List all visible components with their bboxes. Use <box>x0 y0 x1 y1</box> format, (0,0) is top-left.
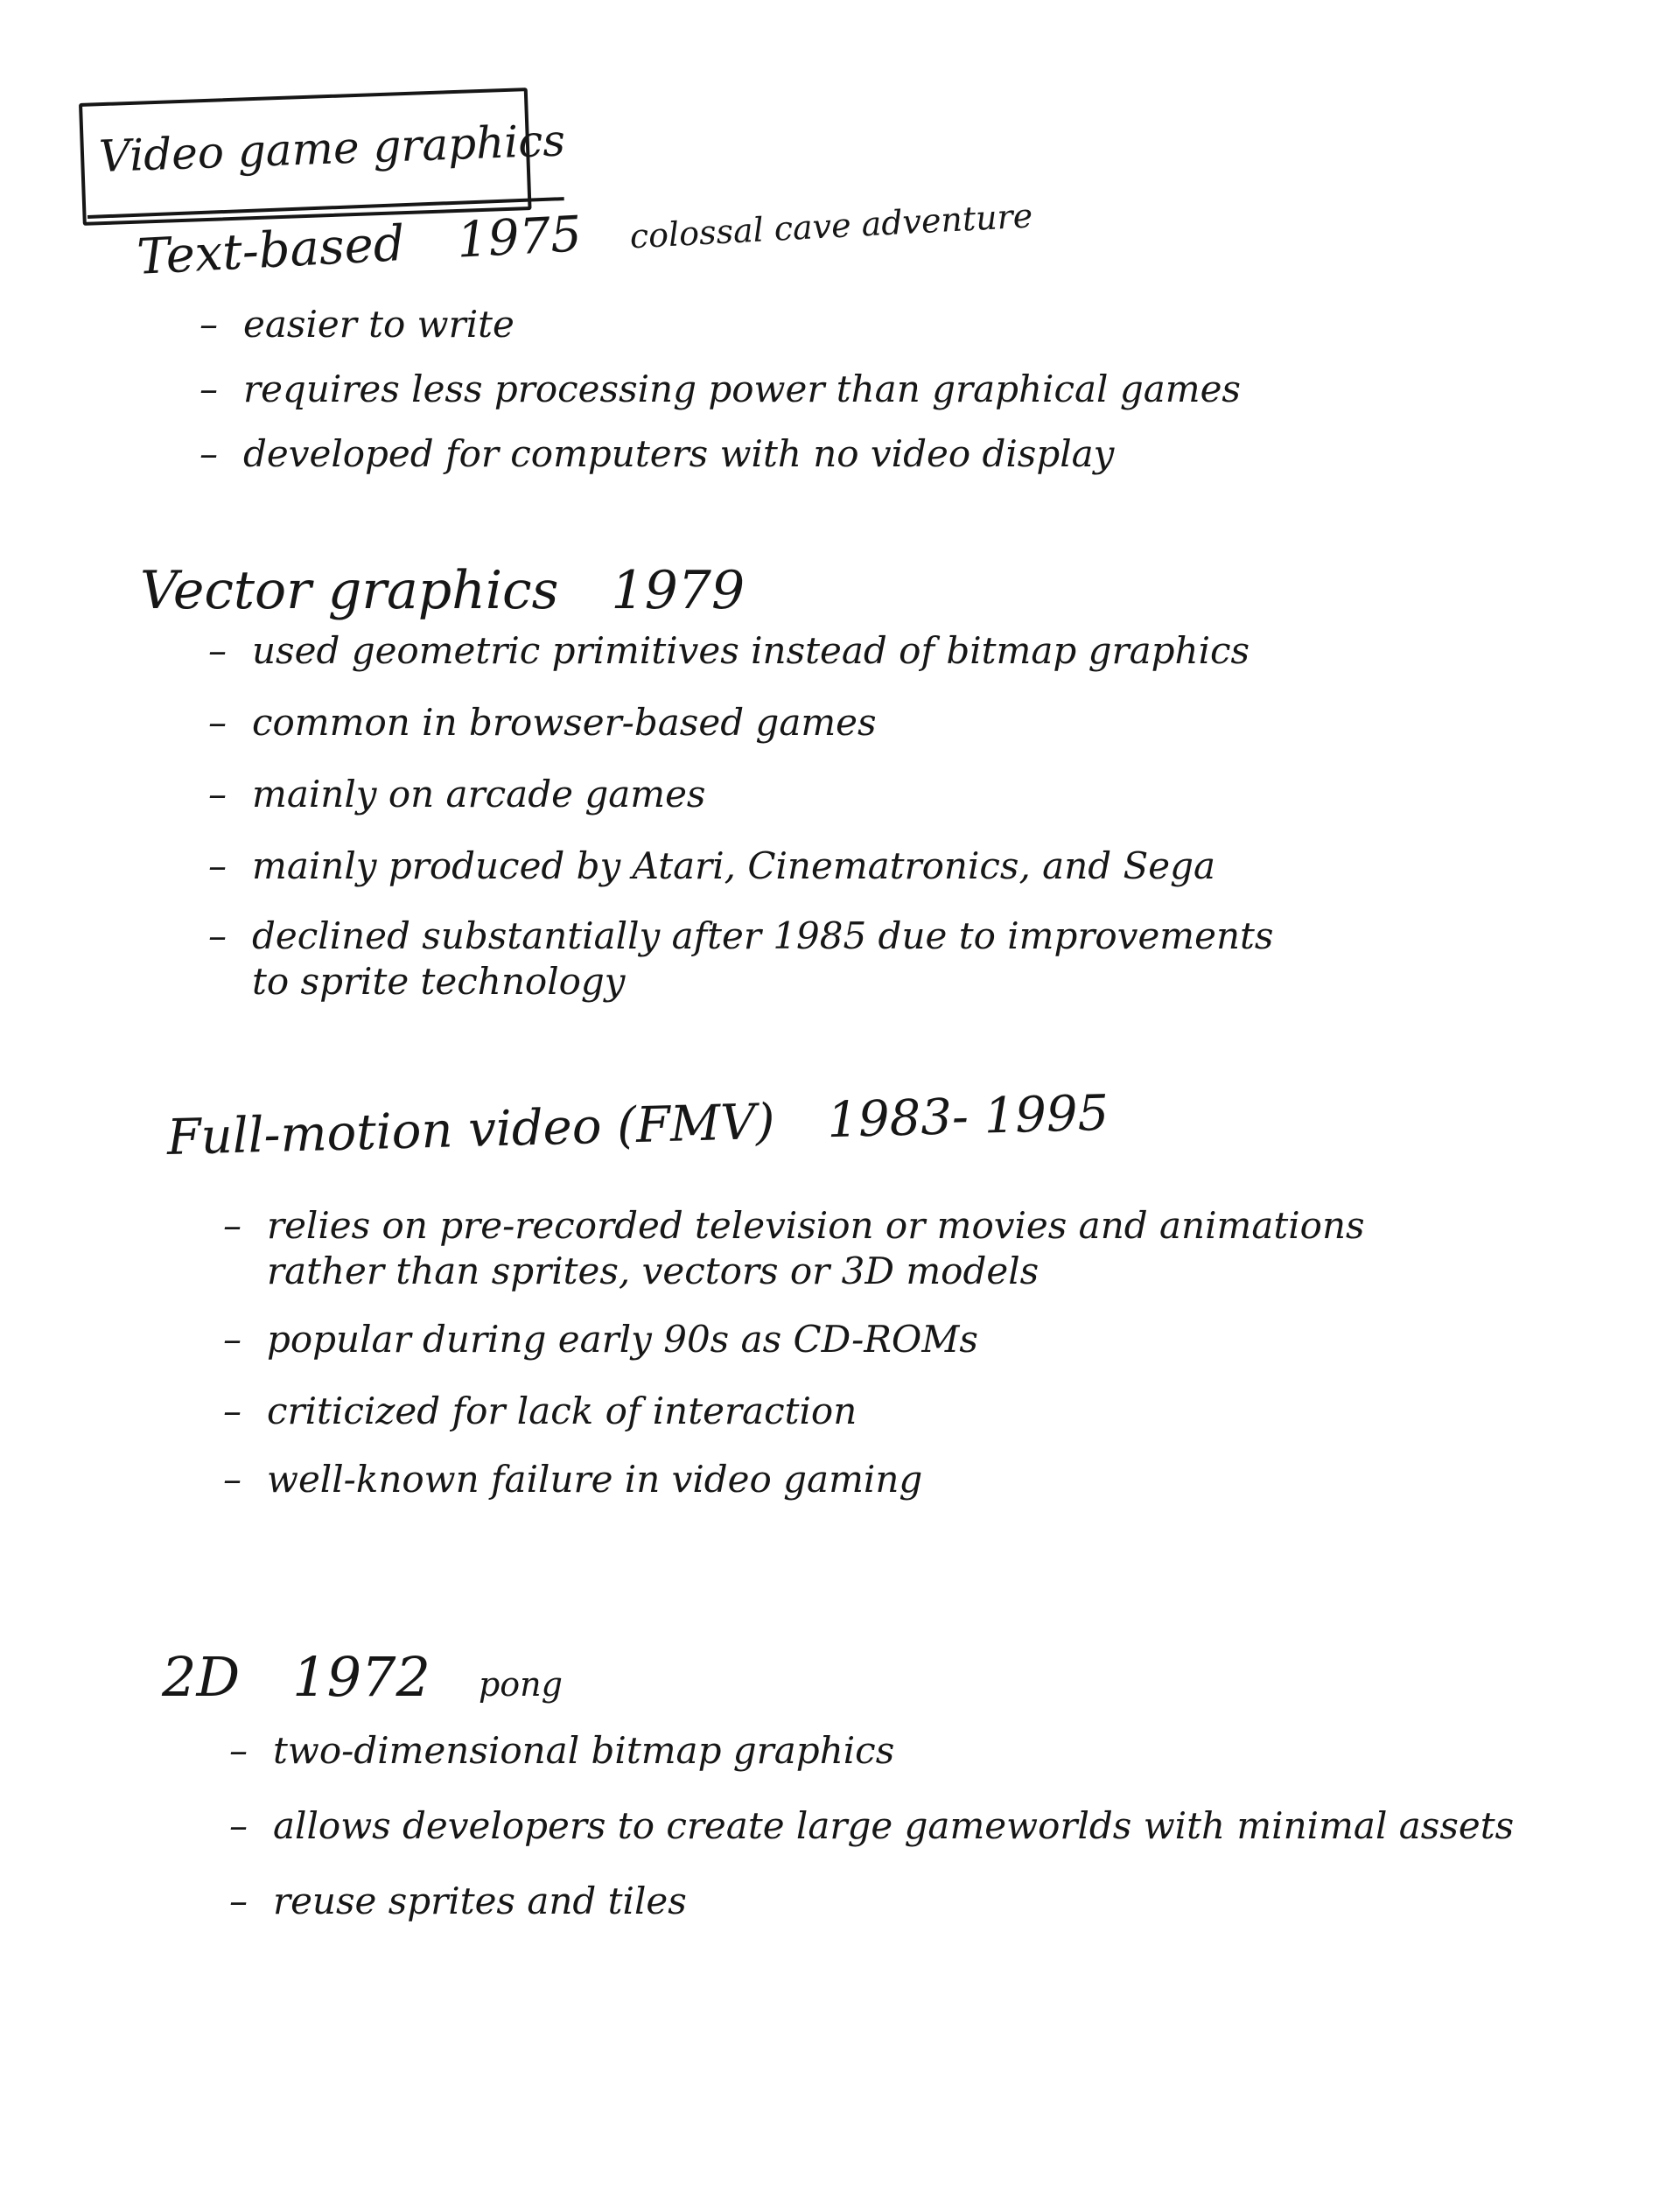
heading-note: pong <box>478 1665 563 1704</box>
heading-years: 1983- 1995 <box>826 1084 1110 1150</box>
list-item: – used geometric primitives instead of bitmap graphics <box>208 629 1250 672</box>
list-item: – mainly produced by Atari, Cinematronics, and Sega <box>208 844 1216 887</box>
section-heading <box>166 1083 1158 1166</box>
list-item: – reuse sprites and tiles <box>229 1880 687 1922</box>
heading-name: Full-motion video (FMV) <box>166 1093 776 1166</box>
section-heading <box>162 1645 563 1709</box>
bullet-list <box>223 1203 1365 1502</box>
page-title: Video game graphics <box>98 115 566 182</box>
heading-years: 1972 <box>292 1645 430 1709</box>
heading-note: colossal cave adventure <box>628 196 1034 256</box>
heading-name: 2D <box>162 1645 241 1709</box>
list-item: – common in browser-based games <box>208 701 877 744</box>
bullet-list <box>200 302 1241 477</box>
list-item: – criticized for lack of interaction <box>223 1390 858 1432</box>
heading-years: 1975 <box>455 206 584 270</box>
heading-years: 1979 <box>611 560 746 621</box>
list-item: – two-dimensional bitmap graphics <box>229 1729 895 1772</box>
list-item: – easier to write <box>200 303 514 346</box>
list-item: – relies on pre-recorded television or movies and animations rather than sprites, vectors or 3D models <box>223 1204 1365 1292</box>
list-item: – requires less processing power than graphical games <box>200 368 1241 410</box>
bullet-list <box>208 628 1273 1004</box>
list-item: – mainly on arcade games <box>208 773 706 816</box>
list-item: – well-known failure in video gaming <box>223 1458 923 1501</box>
list-item: – developed for computers with no video display <box>200 432 1115 475</box>
heading-name: Text-based <box>136 214 407 286</box>
list-item: – allows developers to create large gameworlds with minimal assets <box>229 1804 1515 1847</box>
bullet-list <box>229 1728 1514 1924</box>
list-item: – declined substantially after 1985 due to improvements to sprite technology <box>208 914 1274 1003</box>
heading-name: Vector graphics <box>140 560 559 621</box>
list-item: – popular during early 90s as CD-ROMs <box>223 1318 978 1361</box>
section-heading <box>140 560 793 621</box>
